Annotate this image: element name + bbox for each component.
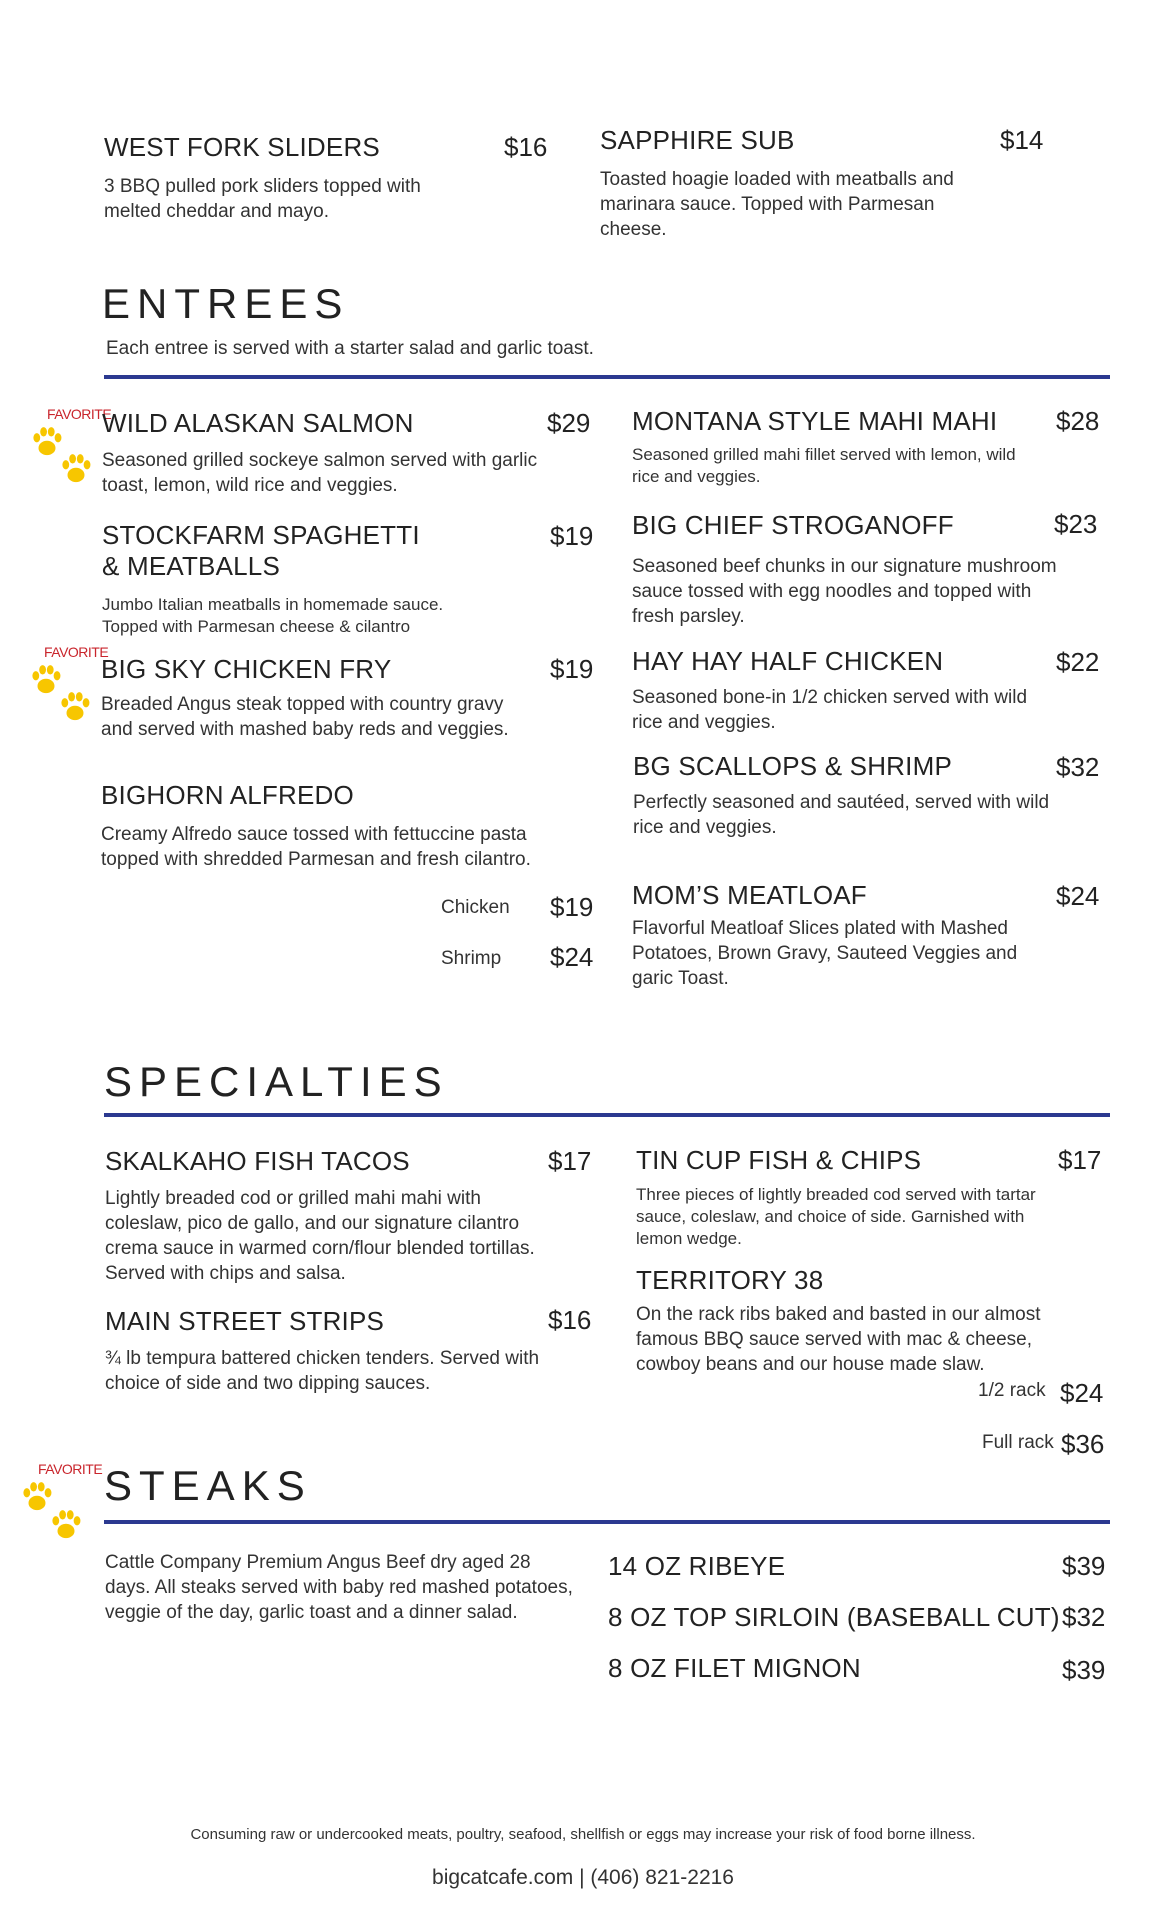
tin-cup-fish-chips-name: TIN CUP FISH & CHIPS bbox=[636, 1145, 922, 1175]
steaks-rule bbox=[104, 1520, 1110, 1524]
stockfarm-spaghetti-price: $19 bbox=[550, 521, 594, 551]
bg-scallops-shrimp-name: BG SCALLOPS & SHRIMP bbox=[633, 751, 952, 781]
bg-scallops-shrimp-desc: Perfectly seasoned and sautéed, served with wild rice and veggies. bbox=[633, 792, 1050, 838]
big-sky-chicken-fry-name: BIG SKY CHICKEN FRY bbox=[101, 654, 392, 684]
big-sky-chicken-fry-price: $19 bbox=[550, 654, 594, 684]
wild-alaskan-salmon-desc: Seasoned grilled sockeye salmon served with garlic toast, lemon, wild rice and veggies. bbox=[102, 450, 538, 496]
main-street-strips-desc: ¾ lb tempura battered chicken tenders. Served with choice of side and two dipping sauces. bbox=[105, 1348, 540, 1394]
favorite-label: FAVORITE bbox=[44, 644, 109, 660]
food-safety-disclaimer: Consuming raw or undercooked meats, poultry, seafood, shellfish or eggs may increase your risk of food borne illness. bbox=[190, 1826, 976, 1843]
sapphire-sub-desc: Toasted hoagie loaded with meatballs and marinara sauce. Topped with Parmesan cheese. bbox=[600, 169, 954, 240]
half-rack-price: $24 bbox=[1060, 1378, 1104, 1408]
stockfarm-spaghetti-name-line2: & MEATBALLS bbox=[102, 551, 281, 581]
half-rack-label: 1/2 rack bbox=[978, 1380, 1046, 1401]
hay-hay-half-chicken-name: HAY HAY HALF CHICKEN bbox=[632, 646, 944, 676]
montana-mahi-mahi-price: $28 bbox=[1056, 406, 1100, 436]
moms-meatloaf-name: MOM’S MEATLOAF bbox=[632, 880, 867, 910]
skalkaho-fish-tacos-desc: Lightly breaded cod or grilled mahi mahi with coleslaw, pico de gallo, and our signature cilantro crema sauce in warmed corn/flour blended tortillas. Served with chips and salsa. bbox=[105, 1188, 535, 1284]
alfredo-shrimp-label: Shrimp bbox=[441, 948, 502, 969]
steaks-title: STEAKS bbox=[104, 1462, 312, 1509]
hay-hay-half-chicken-price: $22 bbox=[1056, 647, 1100, 677]
top-sirloin-name: 8 OZ TOP SIRLOIN (BASEBALL CUT) bbox=[608, 1602, 1060, 1632]
bg-scallops-shrimp-price: $32 bbox=[1056, 752, 1100, 782]
stockfarm-spaghetti-name: STOCKFARM SPAGHETTI bbox=[102, 520, 420, 550]
big-sky-chicken-fry-desc: Breaded Angus steak topped with country gravy and served with mashed baby reds and veggies. bbox=[101, 694, 509, 740]
west-fork-sliders-price: $16 bbox=[504, 132, 548, 162]
stockfarm-spaghetti-desc: Jumbo Italian meatballs in homemade sauce. Topped with Parmesan cheese & cilantro bbox=[102, 595, 444, 636]
filet-mignon-name: 8 OZ FILET MIGNON bbox=[608, 1653, 861, 1683]
tin-cup-fish-chips-price: $17 bbox=[1058, 1145, 1102, 1175]
moms-meatloaf-price: $24 bbox=[1056, 881, 1100, 911]
west-fork-sliders-name: WEST FORK SLIDERS bbox=[104, 132, 380, 162]
ribeye-price: $39 bbox=[1062, 1551, 1106, 1581]
alfredo-chicken-label: Chicken bbox=[441, 897, 510, 918]
montana-mahi-mahi-name: MONTANA STYLE MAHI MAHI bbox=[632, 406, 998, 436]
main-street-strips-price: $16 bbox=[548, 1305, 592, 1335]
wild-alaskan-salmon-price: $29 bbox=[547, 408, 591, 438]
big-chief-stroganoff-price: $23 bbox=[1054, 509, 1098, 539]
hay-hay-half-chicken-desc: Seasoned bone-in 1/2 chicken served with wild rice and veggies. bbox=[632, 687, 1028, 733]
skalkaho-fish-tacos-name: SKALKAHO FISH TACOS bbox=[105, 1146, 410, 1176]
skalkaho-fish-tacos-price: $17 bbox=[548, 1146, 592, 1176]
paw-prints-icon bbox=[49, 1508, 83, 1542]
sapphire-sub-price: $14 bbox=[1000, 125, 1044, 155]
paw-prints-icon bbox=[59, 452, 93, 486]
steaks-desc: Cattle Company Premium Angus Beef dry aged 28 days. All steaks served with baby red mashed potatoes, veggie of the day, garlic toast and a dinner salad. bbox=[105, 1552, 573, 1623]
alfredo-chicken-price: $19 bbox=[550, 892, 594, 922]
sapphire-sub-name: SAPPHIRE SUB bbox=[600, 125, 795, 155]
wild-alaskan-salmon-name: WILD ALASKAN SALMON bbox=[102, 408, 414, 438]
west-fork-sliders-desc: 3 BBQ pulled pork sliders topped with melted cheddar and mayo. bbox=[104, 176, 421, 222]
specialties-title: SPECIALTIES bbox=[104, 1058, 449, 1105]
full-rack-label: Full rack bbox=[982, 1432, 1054, 1453]
favorite-label: FAVORITE bbox=[38, 1461, 103, 1477]
entrees-subtitle: Each entree is served with a starter salad and garlic toast. bbox=[106, 338, 594, 359]
alfredo-shrimp-price: $24 bbox=[550, 942, 594, 972]
bighorn-alfredo-desc: Creamy Alfredo sauce tossed with fettuccine pasta topped with shredded Parmesan and fresh cilantro. bbox=[101, 824, 531, 870]
paw-prints-icon bbox=[58, 690, 92, 724]
filet-mignon-price: $39 bbox=[1062, 1655, 1106, 1685]
montana-mahi-mahi-desc: Seasoned grilled mahi fillet served with lemon, wild rice and veggies. bbox=[632, 445, 1016, 486]
specialties-rule bbox=[104, 1113, 1110, 1117]
main-street-strips-name: MAIN STREET STRIPS bbox=[105, 1306, 385, 1336]
big-chief-stroganoff-name: BIG CHIEF STROGANOFF bbox=[632, 510, 954, 540]
entrees-title: ENTREES bbox=[102, 280, 350, 327]
top-sirloin-price: $32 bbox=[1062, 1602, 1106, 1632]
favorite-label: FAVORITE bbox=[47, 406, 112, 422]
big-chief-stroganoff-desc: Seasoned beef chunks in our signature mushroom sauce tossed with egg noodles and topped with fresh parsley. bbox=[632, 556, 1057, 627]
bighorn-alfredo-name: BIGHORN ALFREDO bbox=[101, 780, 354, 810]
ribeye-name: 14 OZ RIBEYE bbox=[608, 1551, 786, 1581]
full-rack-price: $36 bbox=[1061, 1429, 1105, 1459]
entrees-rule bbox=[104, 375, 1110, 379]
footer-contact: bigcatcafe.com | (406) 821-2216 bbox=[432, 1866, 734, 1889]
tin-cup-fish-chips-desc: Three pieces of lightly breaded cod served with tartar sauce, coleslaw, and choice of side. Garnished with lemon wedge. bbox=[636, 1185, 1036, 1248]
territory-38-desc: On the rack ribs baked and basted in our almost famous BBQ sauce served with mac & cheese, cowboy beans and our house made slaw. bbox=[636, 1304, 1041, 1375]
territory-38-name: TERRITORY 38 bbox=[636, 1265, 824, 1295]
moms-meatloaf-desc: Flavorful Meatloaf Slices plated with Mashed Potatoes, Brown Gravy, Sauteed Veggies and garic Toast. bbox=[632, 918, 1018, 989]
